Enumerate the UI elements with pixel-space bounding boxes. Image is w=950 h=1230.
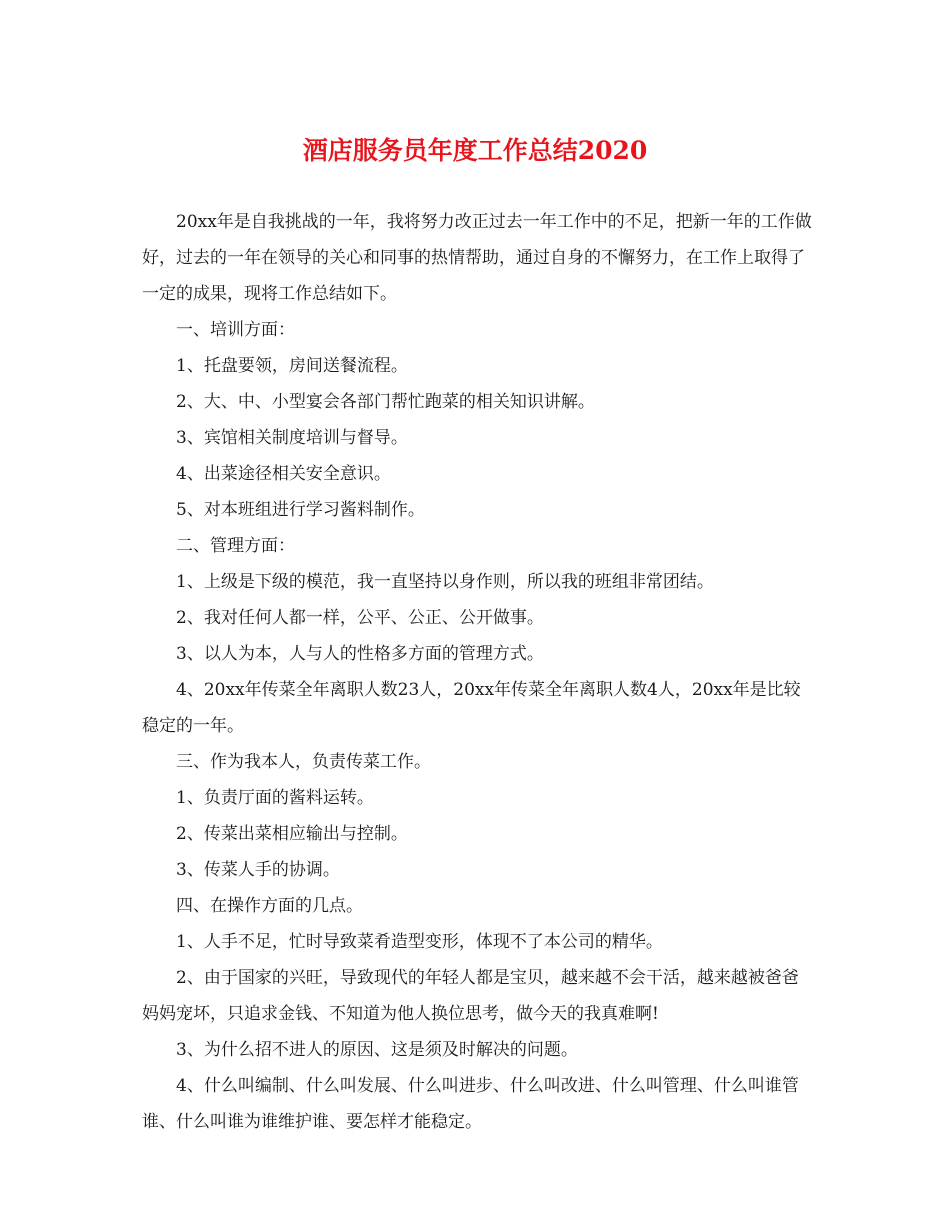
list-item: 4、出菜途径相关安全意识。 bbox=[176, 464, 391, 484]
document-title: 酒店服务员年度工作总结2020 bbox=[302, 136, 648, 165]
section-heading-training: 一、培训方面： bbox=[176, 320, 295, 340]
list-item: 4、20xx年传菜全年离职人数23人，20xx年传菜全年离职人数4人，20xx年是比较稳定的一年。 bbox=[142, 680, 801, 736]
document-body bbox=[142, 204, 812, 1140]
list-item: 2、传菜出菜相应输出与控制。 bbox=[176, 824, 408, 844]
list-item: 1、上级是下级的模范，我一直坚持以身作则，所以我的班组非常团结。 bbox=[176, 572, 714, 592]
list-item: 3、为什么招不进人的原因、这是须及时解决的问题。 bbox=[176, 1040, 578, 1060]
paragraph-intro: 20xx年是自我挑战的一年，我将努力改正过去一年工作中的不足，把新一年的工作做好，过去的一年在领导的关心和同事的热情帮助，通过自身的不懈努力，在工作上取得了一定的成果，现将工作总结如下。 bbox=[142, 212, 812, 304]
section-heading-personal: 三、作为我本人，负责传菜工作。 bbox=[176, 752, 431, 772]
section-heading-operations: 四、在操作方面的几点。 bbox=[176, 896, 363, 916]
list-item: 3、宾馆相关制度培训与督导。 bbox=[176, 428, 408, 448]
list-item: 3、传菜人手的协调。 bbox=[176, 860, 340, 880]
list-item: 2、由于国家的兴旺，导致现代的年轻人都是宝贝，越来越不会干活，越来越被爸爸妈妈宠坏，只追求金钱、不知道为他人换位思考，做今天的我真难啊! bbox=[142, 968, 799, 1024]
list-item: 4、什么叫编制、什么叫发展、什么叫进步、什么叫改进、什么叫管理、什么叫谁管谁、什么叫谁为谁维护谁、要怎样才能稳定。 bbox=[142, 1076, 799, 1132]
list-item: 2、我对任何人都一样，公平、公正、公开做事。 bbox=[176, 608, 544, 628]
list-item: 2、大、中、小型宴会各部门帮忙跑菜的相关知识讲解。 bbox=[176, 392, 595, 412]
list-item: 1、人手不足，忙时导致菜肴造型变形，体现不了本公司的精华。 bbox=[176, 932, 663, 952]
list-item: 1、负责厅面的酱料运转。 bbox=[176, 788, 374, 808]
list-item: 3、以人为本，人与人的性格多方面的管理方式。 bbox=[176, 644, 544, 664]
section-heading-management: 二、管理方面： bbox=[176, 536, 295, 556]
list-item: 5、对本班组进行学习酱料制作。 bbox=[176, 500, 425, 520]
list-item: 1、托盘要领，房间送餐流程。 bbox=[176, 356, 408, 376]
